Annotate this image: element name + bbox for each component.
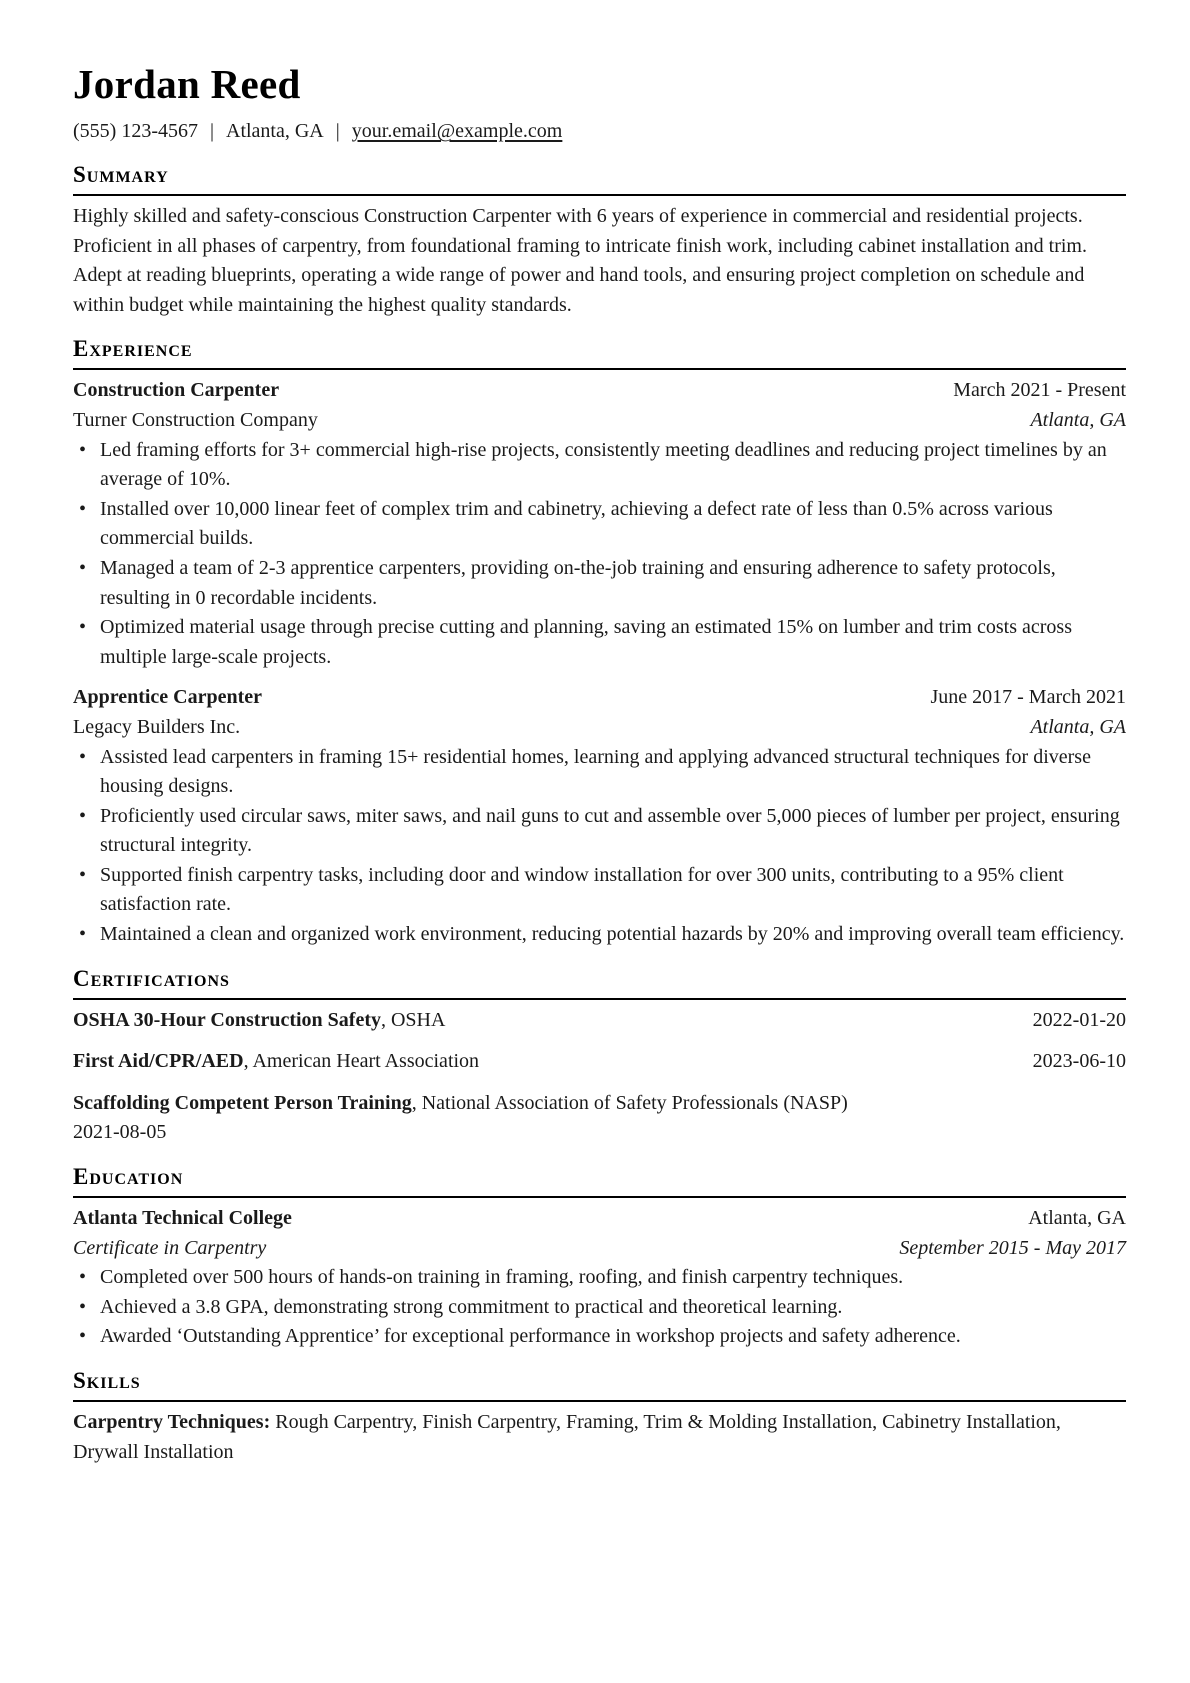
section-title-skills: Skills	[73, 1366, 1126, 1402]
phone-number: (555) 123-4567	[73, 120, 198, 142]
job-dates: March 2021 - Present	[953, 379, 1126, 402]
certification-name: First Aid/CPR/AED	[73, 1050, 244, 1073]
certification-issuer: , American Heart Association	[243, 1050, 480, 1073]
skill-category: Carpentry Techniques:	[73, 1411, 271, 1433]
job-entry	[73, 376, 1126, 672]
bullet-item: • Installed over 10,000 linear feet of complex trim and cabinetry, achieving a defect rate of less than 0.5% across various commercial builds.	[73, 495, 1126, 554]
company-name: Turner Construction Company	[73, 408, 318, 431]
skill-list: Rough Carpentry, Finish Carpentry, Framing, Trim & Molding Installation, Cabinetry Installation, Drywall Installation	[73, 1411, 1061, 1463]
certification-issuer: , OSHA	[380, 1008, 446, 1031]
skills-line	[73, 1408, 1126, 1467]
certification-date: 2021-08-05	[73, 1121, 167, 1144]
job-location: Atlanta, GA	[1030, 715, 1126, 738]
certification-item	[73, 1047, 1126, 1077]
section-title-summary: Summary	[73, 160, 1126, 196]
certification-name: Scaffolding Competent Person Training	[73, 1091, 412, 1114]
separator: |	[335, 120, 340, 142]
education-dates: September 2015 - May 2017	[899, 1236, 1126, 1259]
bullet-item: • Managed a team of 2-3 apprentice carpenters, providing on-the-job training and ensuring adherence to safety protocols, resulting in 0 recordable incidents.	[73, 554, 1126, 613]
job-entry	[73, 683, 1126, 949]
job-location: Atlanta, GA	[1030, 408, 1126, 431]
candidate-name: Jordan Reed	[73, 61, 301, 107]
bullet-item: • Awarded ‘Outstanding Apprentice’ for exceptional performance in workshop projects and safety adherence.	[73, 1322, 1126, 1352]
resume-header	[73, 58, 1126, 146]
email-link[interactable]: your.email@example.com	[351, 120, 563, 142]
certification-name: OSHA 30-Hour Construction Safety	[73, 1008, 381, 1031]
company-name: Legacy Builders Inc.	[73, 715, 241, 738]
section-title-certifications: Certifications	[73, 964, 1126, 1000]
bullet-item: • Proficiently used circular saws, miter saws, and nail guns to cut and assemble over 5,000 pieces of lumber per project, ensuring structural integrity.	[73, 802, 1126, 861]
education-bullets	[73, 1263, 1126, 1352]
certification-date: 2022-01-20	[1032, 1008, 1126, 1031]
section-title-education: Education	[73, 1162, 1126, 1198]
contact-line	[73, 116, 1126, 146]
bullet-item: • Completed over 500 hours of hands-on training in framing, roofing, and finish carpentry techniques.	[73, 1263, 1126, 1293]
separator: |	[209, 120, 214, 142]
skills-section	[73, 1366, 1126, 1467]
certifications-section	[73, 964, 1126, 1148]
bullet-item: • Optimized material usage through precise cutting and planning, saving an estimated 15% on lumber and trim costs across multiple large-scale projects.	[73, 613, 1126, 672]
contact-location: Atlanta, GA	[226, 120, 324, 142]
degree-name: Certificate in Carpentry	[73, 1236, 267, 1259]
summary-text: Highly skilled and safety-conscious Construction Carpenter with 6 years of experience in commercial and residential projects. Proficient in all phases of carpentry, from foundational framing to intricate finish work, including cabinet installation and trim. Adept at reading blueprints, operating a wide range of power and hand tools, and ensuring project completion on schedule and within budget while maintaining the highest quality standards.	[73, 205, 1087, 316]
job-title: Apprentice Carpenter	[73, 686, 263, 709]
education-section	[73, 1162, 1126, 1352]
bullet-item: • Assisted lead carpenters in framing 15+ residential homes, learning and applying advanced structural techniques for diverse housing designs.	[73, 743, 1126, 802]
bullet-item: • Maintained a clean and organized work environment, reducing potential hazards by 20% and improving overall team efficiency.	[73, 920, 1126, 950]
summary-section	[73, 160, 1126, 320]
bullet-item: • Achieved a 3.8 GPA, demonstrating strong commitment to practical and theoretical learning.	[73, 1293, 1126, 1323]
job-dates: June 2017 - March 2021	[930, 686, 1126, 709]
section-title-experience: Experience	[73, 334, 1126, 370]
bullet-item: • Led framing efforts for 3+ commercial high-rise projects, consistently meeting deadlines and reducing project timelines by an average of 10%.	[73, 436, 1126, 495]
certification-item	[73, 1006, 1126, 1036]
certification-item	[73, 1089, 1126, 1148]
school-location: Atlanta, GA	[1028, 1207, 1126, 1230]
job-title: Construction Carpenter	[73, 379, 280, 402]
job-bullets	[73, 436, 1126, 673]
certification-issuer: , National Association of Safety Professionals (NASP)	[411, 1091, 848, 1114]
experience-section	[73, 334, 1126, 949]
job-bullets	[73, 743, 1126, 950]
bullet-item: • Supported finish carpentry tasks, including door and window installation for over 300 units, contributing to a 95% client satisfaction rate.	[73, 861, 1126, 920]
school-name: Atlanta Technical College	[73, 1207, 292, 1230]
certification-date: 2023-06-10	[1032, 1050, 1126, 1073]
